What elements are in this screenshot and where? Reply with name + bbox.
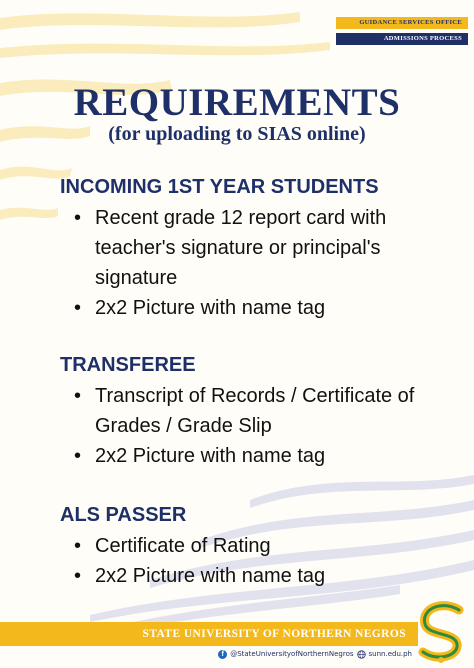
list-item <box>60 203 440 293</box>
university-logo <box>413 600 471 666</box>
guidance-office-tag: GUIDANCE SERVICES OFFICE <box>336 17 468 29</box>
list-item-text: 2x2 Picture with name tag <box>95 445 326 467</box>
page-subtitle: (for uploading to SIAS online) <box>108 123 366 145</box>
requirement-list <box>60 531 440 591</box>
footer-banner <box>0 622 418 646</box>
list-item <box>60 531 440 561</box>
list-item-text: Transcript of Records / Certificate of Grades / Grade Slip <box>95 385 415 437</box>
globe-icon <box>357 650 366 659</box>
facebook-handle-link[interactable]: @StateUniversityofNorthernNegros <box>230 650 354 658</box>
facebook-icon: f <box>218 650 227 659</box>
list-item <box>60 441 440 471</box>
section-incoming-first-year <box>60 174 440 323</box>
bullet-icon: • <box>74 565 82 587</box>
university-name: STATE UNIVERSITY OF NORTHERN NEGROS <box>142 628 406 640</box>
bullet-icon: • <box>74 445 82 467</box>
contact-info <box>218 648 412 660</box>
bullet-icon: • <box>74 385 82 407</box>
bullet-icon: • <box>74 207 82 229</box>
section-transferee <box>60 352 440 471</box>
admissions-process-tag: ADMISSIONS PROCESS <box>336 33 468 45</box>
list-item <box>60 293 440 323</box>
list-item-text: Certificate of Rating <box>95 535 271 557</box>
section-als-passer <box>60 502 440 591</box>
page-title: REQUIREMENTS <box>73 81 401 124</box>
section-heading: ALS PASSER <box>60 504 187 526</box>
list-item-text: Recent grade 12 report card with teacher's signature or principal's signature <box>95 207 387 289</box>
list-item-text: 2x2 Picture with name tag <box>95 297 326 319</box>
bullet-icon: • <box>74 535 82 557</box>
list-item <box>60 561 440 591</box>
requirement-list <box>60 381 440 471</box>
bullet-icon: • <box>74 297 82 319</box>
requirement-list <box>60 203 440 323</box>
list-item-text: 2x2 Picture with name tag <box>95 565 326 587</box>
section-heading: INCOMING 1ST YEAR STUDENTS <box>60 176 379 198</box>
website-link[interactable]: sunn.edu.ph <box>368 650 412 658</box>
list-item <box>60 381 440 441</box>
section-heading: TRANSFEREE <box>60 354 196 376</box>
